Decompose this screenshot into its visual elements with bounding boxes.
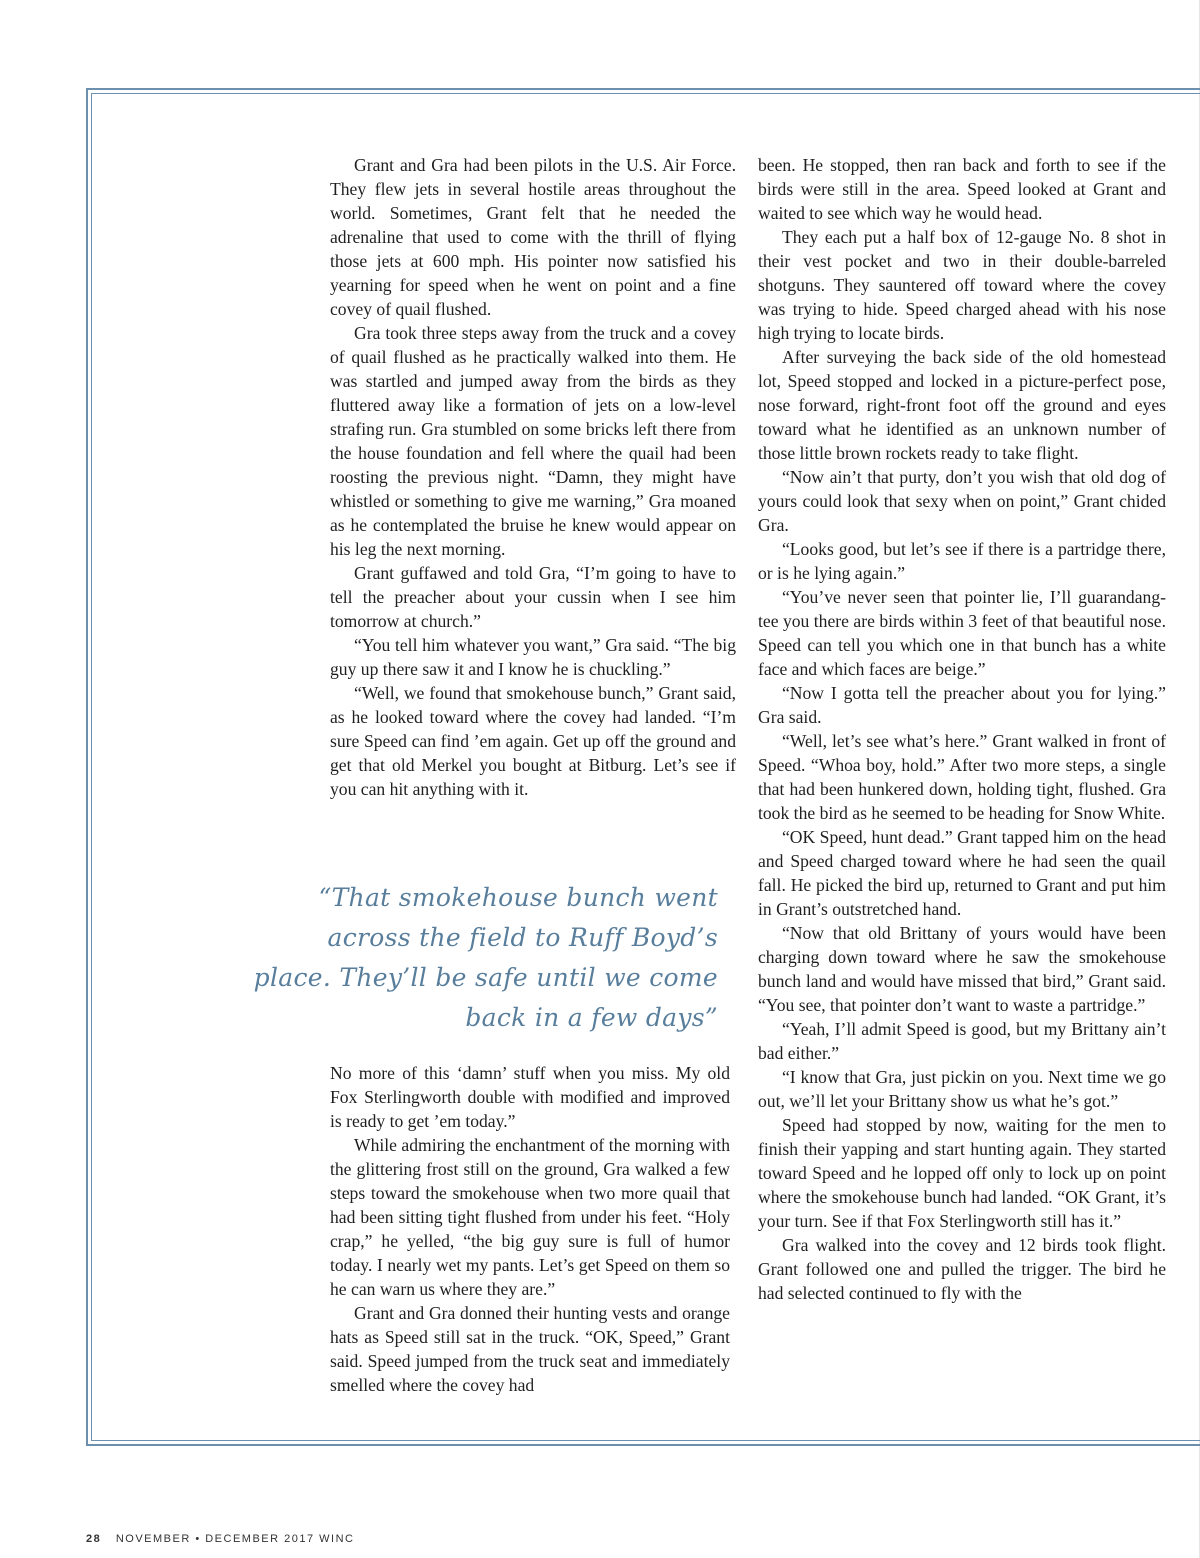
article-column-left-bottom: [330, 1061, 730, 1397]
paragraph: “Now I gotta tell the preacher about you for lying.” Gra said.: [758, 683, 1166, 727]
paragraph: They each put a half box of 12-gauge No. 8 shot in their vest pocket and two in their double-barreled shotguns. They sauntered off toward where the covey was trying to hide. Speed charged ahead with his nose high trying to locate birds.: [758, 227, 1166, 343]
issue-date: NOVEMBER • DECEMBER 2017: [115, 1533, 315, 1545]
paragraph: Grant guffawed and told Gra, “I’m going to have to tell the preacher about your cussin when I see him tomorrow at church.”: [330, 563, 736, 631]
paragraph: Gra took three steps away from the truck and a covey of quail flushed as he practically walked into them. He was startled and jumped away from the birds as they fluttered away like a formation of jets on a low-level strafing run. Gra stumbled on some bricks left there from the house foundation and fell where the quail had been roosting the previous night. “Damn, they might have whistled or something to give me warning,” Gra moaned as he contemplated the bruise he knew would appear on his leg the next morning.: [330, 323, 736, 559]
paragraph: “Now that old Brittany of yours would have been charging down toward where he saw the smokehouse bunch land and would have missed that bird,” Grant said. “You see, that pointer don’t want to waste a partridge.”: [758, 923, 1166, 1015]
paragraph: No more of this ‘damn’ stuff when you miss. My old Fox Sterlingworth double with modified and improved is ready to get ’em today.”: [330, 1063, 730, 1131]
page-number: 28: [86, 1533, 102, 1545]
page-footer: [86, 1533, 355, 1545]
paragraph: “Yeah, I’ll admit Speed is good, but my Brittany ain’t bad either.”: [758, 1019, 1166, 1063]
paragraph: “Now ain’t that purty, don’t you wish that old dog of yours could look that sexy when on point,” Grant chided Gra.: [758, 467, 1166, 535]
paragraph: While admiring the enchantment of the morning with the glittering frost still on the ground, Gra walked a few steps toward the smokehouse when two more quail that had been sitting tight flushed from under his feet. “Holy crap,” he yelled, “the big guy sure is full of humor today. I nearly wet my pants. Let’s get Speed on them so he can warn us where they are.”: [330, 1135, 730, 1299]
magazine-name: WINC: [319, 1533, 355, 1545]
paragraph: “I know that Gra, just pickin on you. Next time we go out, we’ll let your Brittany show us what he’s got.”: [758, 1067, 1166, 1111]
paragraph: been. He stopped, then ran back and forth to see if the birds were still in the area. Speed looked at Grant and waited to see which way he would head.: [758, 155, 1166, 223]
paragraph: After surveying the back side of the old homestead lot, Speed stopped and locked in a picture-perfect pose, nose forward, right-front foot off the ground and eyes toward what he identified as an unknown number of those little brown rockets ready to take flight.: [758, 347, 1166, 463]
article-column-right: [758, 153, 1166, 1305]
paragraph: Grant and Gra donned their hunting vests and orange hats as Speed still sat in the truck. “OK, Speed,” Grant said. Speed jumped from the truck seat and immediately smelled where the covey had: [330, 1303, 730, 1395]
paragraph: “Well, we found that smokehouse bunch,” Grant said, as he looked toward where the covey had landed. “I’m sure Speed can find ’em again. Get up off the ground and get that old Merkel you bought at Bitburg. Let’s see if you can hit anything with it.: [330, 683, 736, 799]
paragraph: “OK Speed, hunt dead.” Grant tapped him on the head and Speed charged toward where he had seen the quail fall. He picked the bird up, returned to Grant and put him in Grant’s outstretched hand.: [758, 827, 1166, 919]
paragraph: Speed had stopped by now, waiting for the men to finish their yapping and start hunting again. They started toward Speed and he lopped off only to lock up on point where the smokehouse bunch had landed. “OK Grant, it’s your turn. See if that Fox Sterlingworth still has it.”: [758, 1115, 1166, 1231]
paragraph: “You tell him whatever you want,” Gra said. “The big guy up there saw it and I know he is chuckling.”: [330, 635, 736, 679]
paragraph: “Well, let’s see what’s here.” Grant walked in front of Speed. “Whoa boy, hold.” After two more steps, a single that had been hunkered down, holding tight, flushed. Gra took the bird as he seemed to be heading for Snow White.: [758, 731, 1166, 823]
paragraph: “You’ve never seen that pointer lie, I’ll guarandang-tee you there are birds within 3 feet of that beautiful nose. Speed can tell you which one in that bunch has a white face and which faces are beige.”: [758, 587, 1166, 679]
paragraph: Gra walked into the covey and 12 birds took flight. Grant followed one and pulled the trigger. The bird he had selected continued to fly with the: [758, 1235, 1166, 1303]
paragraph: “Looks good, but let’s see if there is a partridge there, or is he lying again.”: [758, 539, 1166, 583]
paragraph: Grant and Gra had been pilots in the U.S. Air Force. They flew jets in several hostile areas throughout the world. Sometimes, Grant felt that he needed the adrenaline that used to come with the thrill of flying those jets at 600 mph. His pointer now satisfied his yearning for speed when he went on point and a fine covey of quail flushed.: [330, 155, 736, 319]
article-column-left-top: [330, 153, 736, 801]
pull-quote: “That smokehouse bunch went across the field to Ruff Boyd’s place. They’ll be safe until we come back in a few days”: [253, 883, 718, 1032]
